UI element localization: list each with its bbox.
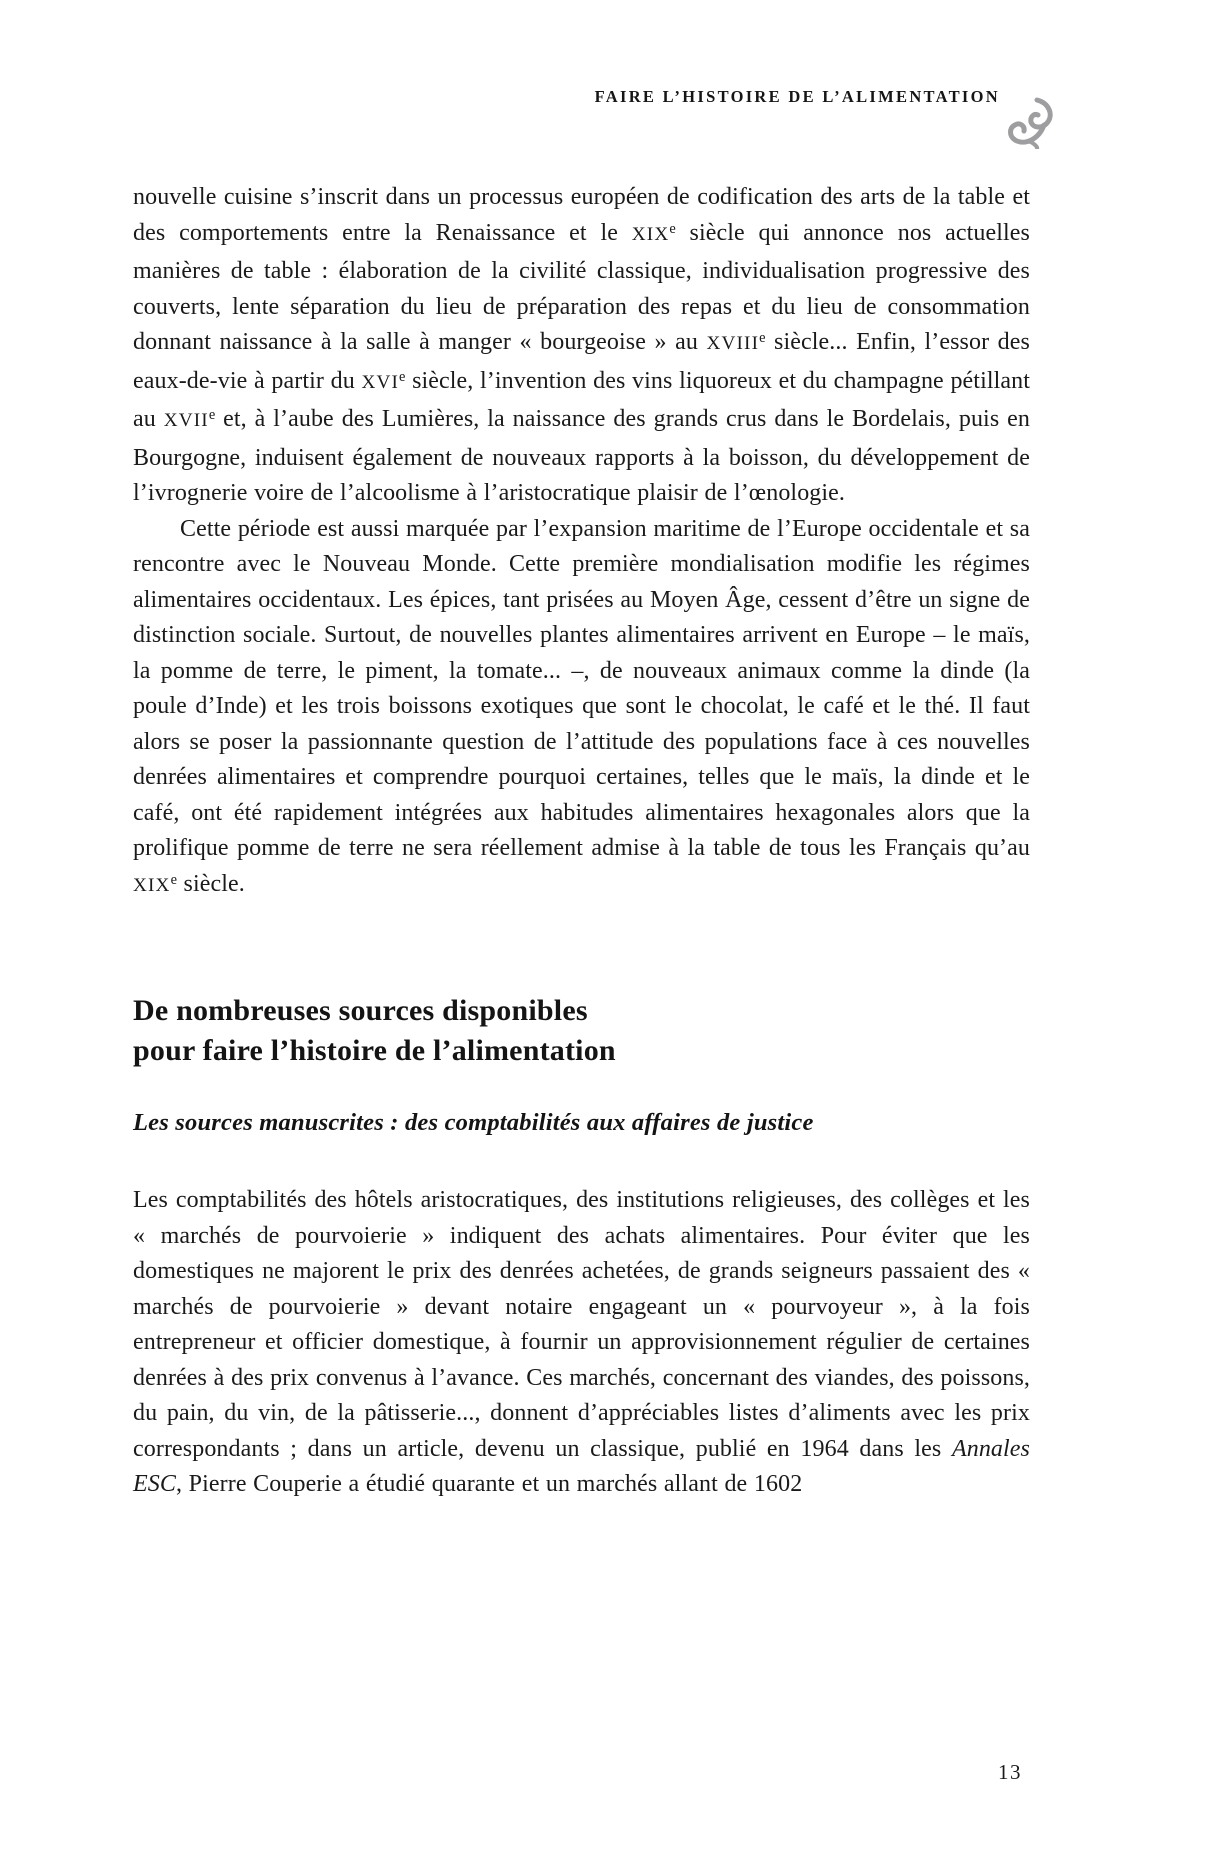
running-header-title: FAIRE L’HISTOIRE DE L’ALIMENTATION: [594, 87, 1000, 106]
running-header: [133, 86, 1030, 108]
paragraph-sources-manuscrites: [133, 1183, 1030, 1503]
page-body: [133, 180, 1030, 1503]
text-segment: e: [399, 368, 406, 385]
text-segment: , Pierre Couperie a étudié quarante et un marchés allant de 1602: [175, 1471, 803, 1497]
section-heading-line-2: pour faire l’histoire de l’alimentation: [133, 1034, 616, 1067]
text-segment: Cette période est aussi marquée par l’expansion maritime de l’Europe occidentale et sa rencontre avec le Nouveau Monde. Cette première mondialisation modifie les régimes alimentaires occidentaux. Les épices, tant prisées au Moyen Âge, cessent d’être un signe de distinction sociale. Surtout, de nouvelles plantes alimentaires arrivent en Europe – le maïs, la pomme de terre, le piment, la tomate... –, de nouveaux animaux comme la dinde (la poule d’Inde) et les trois boissons exotiques que sont le chocolat, le café et le thé. Il faut alors se poser la passionnante question de l’attitude des populations face à ces nouvelles denrées alimentaires et comprendre pourquoi certaines, telles que le maïs, la dinde et le café, ont été rapidement intégrées aux habitudes alimentaires hexagonales alors que la prolifique pomme de terre ne sera réellement admise à la table de tous les Français qu’au: [133, 515, 1030, 861]
text-segment: Les comptabilités des hôtels aristocratiques, des institutions religieuses, des collèges et les « marchés de pourvoierie » indiquent des achats alimentaires. Pour éviter que les domestiques ne majorent le prix des denrées achetées, de grands seigneurs passaient des « marchés de pourvoierie » devant notaire engageant un « pourvoyeur », à la fois entrepreneur et officier domestique, à fournir un approvisionnement régulier de certaines denrées à des prix convenus à l’avance. Ces marchés, concernant des viandes, des poissons, du pain, du vin, de la pâtisserie..., donnent d’appréciables listes d’aliments avec les prix correspondants ; dans un article, devenu un classique, publié en 1964 dans les: [133, 1187, 1030, 1462]
text-segment: Annales ESC: [133, 1435, 1030, 1497]
fleuron-icon: [1008, 97, 1056, 149]
page-number: 13: [998, 1760, 1022, 1784]
section-heading-line-1: De nombreuses sources disponibles: [133, 994, 588, 1027]
text-segment: siècle... Enfin, l’essor des eaux-de-vie à partir du: [133, 329, 1030, 394]
text-segment: e: [759, 330, 766, 347]
paragraph-new-world: [133, 512, 1030, 906]
subsection-heading: Les sources manuscrites : des comptabilités aux affaires de justice: [133, 1109, 814, 1136]
text-segment: XIX: [631, 223, 670, 245]
text-segment: XIX: [133, 874, 171, 896]
text-segment: XVII: [163, 410, 209, 431]
paragraph-continuation: [133, 180, 1030, 512]
section-heading: [133, 991, 1030, 1071]
text-segment: XVI: [361, 371, 400, 393]
text-segment: siècle, l’invention des vins liquoreux et du champagne pétillant au: [133, 367, 1030, 432]
text-segment: e: [208, 407, 216, 424]
text-segment: siècle qui annonce nos actuelles manières de table : élaboration de la civilité classique, individualisation progressive des couverts, lente séparation du lieu de préparation des repas et du lieu de consommation donnant naissance à la salle à manger « bourgeoise » au: [133, 219, 1030, 355]
text-segment: XVIII: [706, 333, 760, 354]
text-segment: nouvelle cuisine s’inscrit dans un processus européen de codification des arts de la table et des comportements entre la Renaissance et le: [133, 184, 1030, 246]
text-segment: et, à l’aube des Lumières, la naissance des grands crus dans le Bordelais, puis en Bourgogne, induisent également de nouveaux rapports à la boisson, du développement de l’ivrognerie voire de l’alcoolisme à l’aristocratique plaisir de l’œnologie.: [133, 406, 1030, 506]
text-segment: e: [669, 220, 676, 237]
text-segment: e: [170, 871, 177, 888]
text-segment: siècle.: [176, 870, 245, 897]
